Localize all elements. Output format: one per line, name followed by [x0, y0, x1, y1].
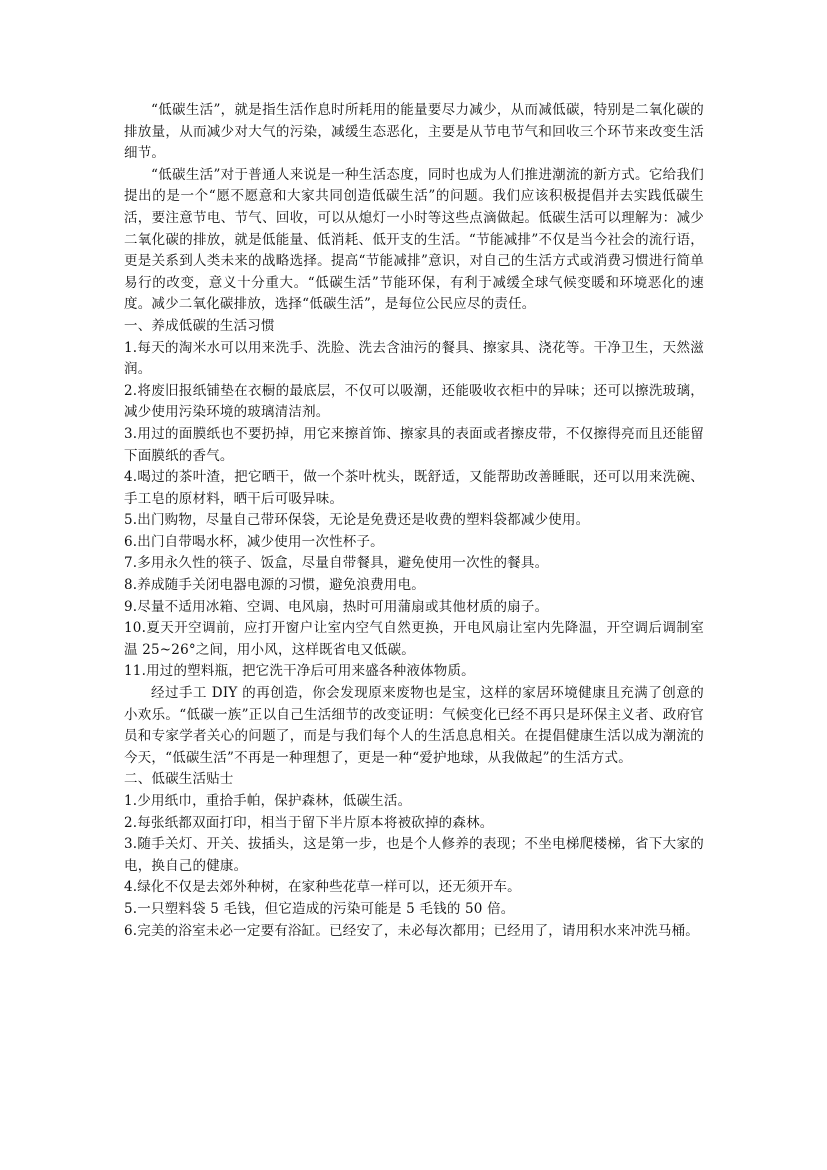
list-item: 6.完美的浴室未必一定要有浴缸。已经安了，未必每次都用；已经用了，请用积水来冲洗马桶。	[124, 922, 699, 939]
list-item: 8.养成随手关闭电器电源的习惯，避免浪费用电。	[124, 577, 425, 594]
list-item: 1.每天的淘米水可以用来洗手、洗脸、洗去含油污的餐具、擦家具、浇花等。干净卫生，天然滋润。	[124, 339, 704, 378]
list-item: 4.喝过的茶叶渣，把它晒干，做一个茶叶枕头，既舒适，又能帮助改善睡眠，还可以用来洗碗、手工皂的原材料，晒干后可吸异味。	[124, 469, 704, 507]
list-item: 1.少用纸巾，重拾手帕，保护森林，低碳生活。	[124, 793, 412, 809]
intro-paragraph-2: “低碳生活”对于普通人来说是一种生活态度，同时也成为人们推进潮流的新方式。它给我们提出的是一个“愿不愿意和大家共同创造低碳生活”的问题。我们应该积极提倡并去实践低碳生活，要注意节电、节气、回收，可以从熄灯一小时等这些点滴做起。低碳生活可以理解为：减少二氧化碳的排放，就是低能量、低消耗、低开支的生活。“节能减排”不仅是当今社会的流行语，更是关系到人类未来的战略选择。提高“节能减排”意识，对自己的生活方式或消费习惯进行简单易行的改变，意义十分重大。“低碳生活”节能环保，有利于减缓全球气候变暖和环境恶化的速度。减少二氧化碳排放，选择“低碳生活”，是每位公民应尽的责任。	[124, 166, 704, 313]
list-item: 2.每张纸都双面打印，相当于留下半片原本将被砍掉的森林。	[124, 814, 494, 831]
list-item: 2.将废旧报纸铺垫在衣橱的最底层，不仅可以吸潮，还能吸收衣柜中的异味；还可以擦洗玻璃，减少使用污染环境的玻璃清洁剂。	[124, 382, 704, 421]
list-item: 5.一只塑料袋 5 毛钱，但它造成的污染可能是 5 毛钱的 50 倍。	[124, 900, 515, 917]
list-item: 3.用过的面膜纸也不要扔掉，用它来擦首饰、擦家具的表面或者擦皮带，不仅擦得亮而且还能留下面膜纸的香气。	[124, 425, 704, 464]
list-item: 7.多用永久性的筷子、饭盒，尽量自带餐具，避免使用一次性的餐具。	[124, 555, 549, 572]
list-item: 5.出门购物，尽量自己带环保袋，无论是免费还是收费的塑料袋都减少使用。	[124, 512, 590, 529]
section-1-heading: 一、养成低碳的生活习惯	[124, 317, 275, 334]
list-item: 9.尽量不适用冰箱、空调、电风扇，热时可用蒲扇或其他材质的扇子。	[124, 598, 549, 615]
list-item: 3.随手关灯、开关、拔插头，这是第一步，也是个人修养的表现；不坐电梯爬楼梯，省下大家的电，换自己的健康。	[124, 836, 704, 874]
list-item: 11.用过的塑料瓶，把它洗干净后可用来盛各种液体物质。	[124, 663, 475, 680]
intro-paragraph-1: “低碳生活”，就是指生活作息时所耗用的能量要尽力减少，从而减低碳，特别是二氧化碳的排放量，从而减少对大气的污染，减缓生态恶化，主要是从节电节气和回收三个环节来改变生活细节。	[124, 102, 704, 162]
list-item: 10.夏天开空调前，应打开窗户让室内空气自然更换，开电风扇让室内先降温，开空调后调制室温 25~26°之间，用小风，这样既省电又低碳。	[124, 620, 704, 658]
list-item: 4.绿化不仅是去郊外种树，在家种些花草一样可以，还无须开车。	[124, 879, 521, 896]
list-item: 6.出门自带喝水杯，减少使用一次性杯子。	[124, 533, 384, 550]
document-page	[124, 100, 704, 942]
section-1-closing-paragraph: 经过手工 DIY 的再创造，你会发现原来废物也是宝，这样的家居环境健康且充满了创意的小欢乐。“低碳一族”正以自己生活细节的改变证明：气候变化已经不再只是环保主义者、政府官员和专家学者关心的问题了，而是与我们每个人的生活息息相关。在提倡健康生活以成为潮流的今天，“低碳生活”不再是一种理想了，更是一种“爱护地球，从我做起”的生活方式。	[124, 685, 704, 766]
section-2-heading: 二、低碳生活贴士	[124, 771, 234, 788]
